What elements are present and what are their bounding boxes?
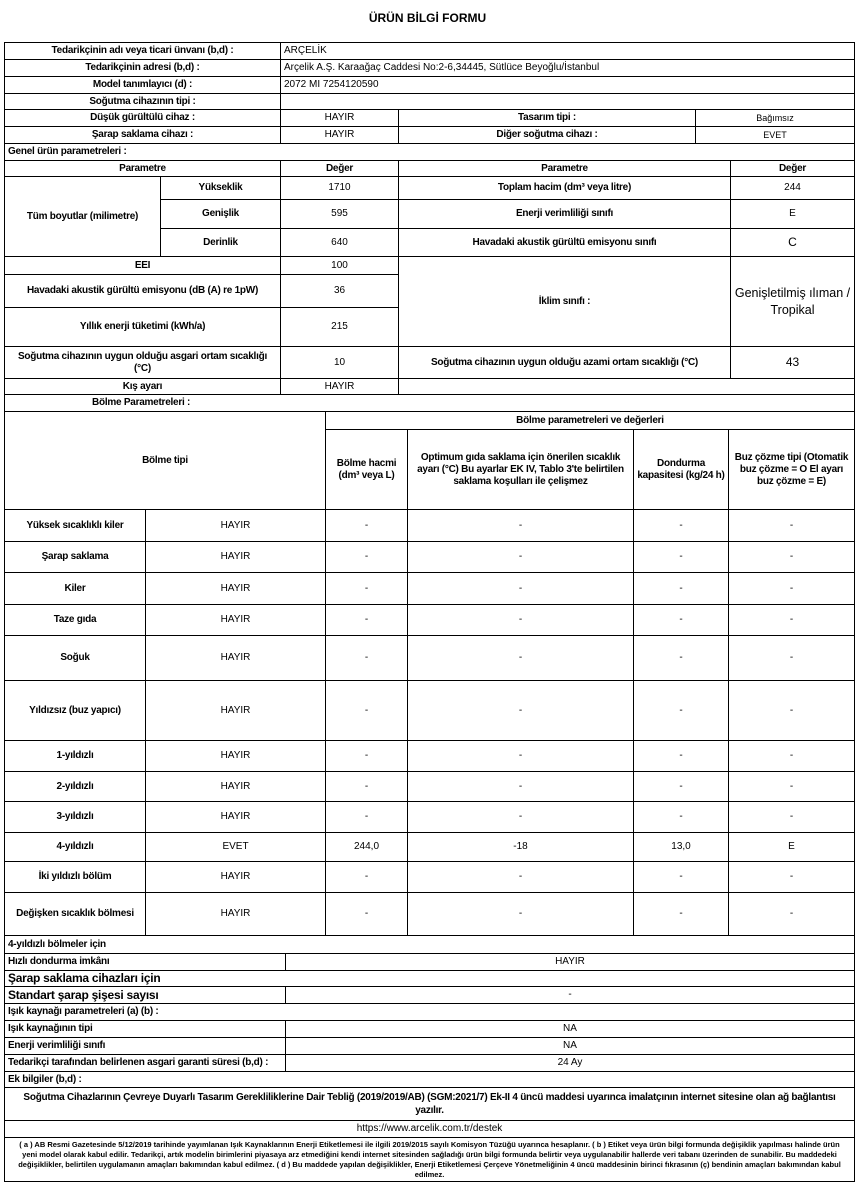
compartment-freezing-cell: - [633, 740, 729, 772]
annual-energy-label: Yıllık enerji tüketimi (kWh/a) [4, 307, 281, 347]
annual-energy-value: 215 [280, 307, 399, 347]
wine-bottles-label: Standart şarap şişesi sayısı [4, 986, 286, 1004]
compartment-present-cell: HAYIR [145, 604, 326, 636]
form-title: ÜRÜN BİLGİ FORMU [368, 11, 487, 25]
fast-freeze-value: HAYIR [285, 953, 855, 971]
compartment-temp-cell: - [407, 635, 634, 681]
compartment-volume-cell: - [325, 541, 408, 573]
compartment-present-cell: HAYIR [145, 509, 326, 542]
total-volume-label: Toplam hacim (dm³ veya litre) [398, 176, 731, 200]
empty-cell [398, 378, 855, 395]
model-identifier-value: 2072 MI 7254120590 [280, 76, 855, 94]
warranty-value: 24 Ay [285, 1054, 855, 1072]
parameter-header-right: Parametre [398, 160, 731, 177]
compartment-temp-cell: - [407, 541, 634, 573]
compartment-volume-cell: - [325, 892, 408, 936]
compartment-freezing-cell: - [633, 572, 729, 605]
compartment-freezing-cell: - [633, 771, 729, 802]
supplier-address-value: Arçelik A.Ş. Karaağaç Caddesi No:2-6,34445, Sütlüce Beyoğlu/İstanbul [280, 59, 855, 77]
compartment-defrost-cell: - [728, 635, 855, 681]
compartment-freezing-cell: - [633, 680, 729, 741]
fast-freeze-label: Hızlı dondurma imkânı [4, 953, 286, 971]
width-label: Genişlik [160, 199, 281, 229]
width-value: 595 [280, 199, 399, 229]
compartment-present-cell: HAYIR [145, 680, 326, 741]
model-identifier-label: Model tanımlayıcı (d) : [4, 76, 281, 94]
winter-setting-value: HAYIR [280, 378, 399, 395]
compartment-present-cell: HAYIR [145, 892, 326, 936]
winter-setting-label: Kış ayarı [4, 378, 281, 395]
compartment-name-cell: Soğuk [4, 635, 146, 681]
light-type-value: NA [285, 1020, 855, 1038]
compartment-present-cell: HAYIR [145, 740, 326, 772]
eei-value: 100 [280, 256, 399, 275]
compartment-name-cell: 2-yıldızlı [4, 771, 146, 802]
compartment-volume-cell: - [325, 680, 408, 741]
light-type-label: Işık kaynağının tipi [4, 1020, 286, 1038]
compartment-present-cell: HAYIR [145, 801, 326, 833]
compartment-freezing-header: Dondurma kapasitesi (kg/24 h) [633, 429, 729, 510]
compartment-freezing-cell: - [633, 801, 729, 833]
compartment-volume-cell: - [325, 740, 408, 772]
noise-emission-label: Havadaki akustik gürültü emisyonu (dB (A) re 1pW) [4, 274, 281, 308]
compartment-volume-cell: - [325, 635, 408, 681]
compartment-volume-cell: - [325, 771, 408, 802]
compartment-present-cell: HAYIR [145, 635, 326, 681]
compartment-defrost-cell: - [728, 509, 855, 542]
compartment-name-cell: Taze gıda [4, 604, 146, 636]
climate-class-value: Genişletilmiş ılıman / Tropikal [730, 256, 855, 347]
depth-value: 640 [280, 228, 399, 257]
compartment-present-cell: HAYIR [145, 861, 326, 893]
compartment-type-header: Bölme tipi [4, 411, 326, 510]
compartment-params-header: Bölme parametreleri ve değerleri [325, 411, 855, 430]
compartment-name-cell: Değişken sıcaklık bölmesi [4, 892, 146, 936]
compartment-freezing-cell: - [633, 509, 729, 542]
compartment-defrost-header: Buz çözme tipi (Otomatik buz çözme = O El ayarı buz çözme = E) [728, 429, 855, 510]
compartment-temp-cell: - [407, 572, 634, 605]
general-section-title: Genel ürün parametreleri : [4, 143, 855, 161]
low-noise-label: Düşük gürültülü cihaz : [4, 109, 281, 127]
compartment-temp-cell: - [407, 771, 634, 802]
footnote: ( a ) AB Resmi Gazetesinde 5/12/2019 tarihinde yayımlanan Işık Kaynaklarının Enerji Etiketlemesi ile ilgili 2019/2015 sayılı Komisyon Tüzüğü uyarınca hesaplanır. ( b ) Etiket veya ürün bilgi formunda değişiklik yapılması halinde ürün yeni model olarak kabul edilir. Tedarikçi, artık modelin birimlerini piyasaya arz etmediğini kendi internet sitesinden sağladığı ürün bilgi formunda belirtir veya uygulanabilir hallerde veri tabanı üzerinden de sunabilir. Bu maddedeki değişiklikler, belirtilen uygulamanın amaçları bakımından kabul edilmez. ( d ) Bu maddede yapılan değişiklikler, Enerji Etiketlemesi Çerçeve Yönetmeliğinin 4 üncü maddesinin birinci fıkrasının (ç) bendinin amaçları bakımından kabul edilmez. [4, 1137, 855, 1182]
support-url: https://www.arcelik.com.tr/destek [4, 1120, 855, 1138]
compartment-defrost-cell: E [728, 832, 855, 862]
compartment-freezing-cell: 13,0 [633, 832, 729, 862]
noise-emission-value: 36 [280, 274, 399, 308]
value-header-left: Değer [280, 160, 399, 177]
compartment-defrost-cell: - [728, 604, 855, 636]
compartment-name-cell: 1-yıldızlı [4, 740, 146, 772]
wine-bottles-value: - [285, 986, 855, 1004]
compartment-temp-cell: - [407, 604, 634, 636]
compartment-temp-header: Optimum gıda saklama için önerilen sıcaklık ayarı (°C) Bu ayarlar EK IV, Tablo 3'te belirtilen saklama koşulları ile çelişmez [407, 429, 634, 510]
min-ambient-temp-label: Soğutma cihazının uygun olduğu asgari ortam sıcaklığı (°C) [4, 346, 281, 379]
compartment-temp-cell: - [407, 861, 634, 893]
compartment-present-cell: HAYIR [145, 572, 326, 605]
design-type-value: Bağımsız [695, 109, 855, 127]
warranty-label: Tedarikçi tarafından belirlenen asgari garanti süresi (b,d) : [4, 1054, 286, 1072]
compartment-freezing-cell: - [633, 635, 729, 681]
compartment-defrost-cell: - [728, 740, 855, 772]
compartment-defrost-cell: - [728, 771, 855, 802]
compartment-volume-cell: 244,0 [325, 832, 408, 862]
compartment-name-cell: Yıldızsız (buz yapıcı) [4, 680, 146, 741]
extra-info-note: Soğutma Cihazlarının Çevreye Duyarlı Tasarım Gerekliliklerine Dair Tebliğ (2019/2019/AB) (SGM:2021/7) Ek-II 4 üncü maddesi uyarınca imalatçının internet sitesine olan ağ bağlantısı yazılır. [4, 1087, 855, 1121]
min-ambient-temp-value: 10 [280, 346, 399, 379]
compartment-freezing-cell: - [633, 604, 729, 636]
compartment-volume-header: Bölme hacmi (dm³ veya L) [325, 429, 408, 510]
light-class-label: Enerji verimliliği sınıfı [4, 1037, 286, 1055]
four-star-section-title: 4-yıldızlı bölmeler için [4, 935, 855, 954]
compartment-defrost-cell: - [728, 541, 855, 573]
compartment-present-cell: EVET [145, 832, 326, 862]
extra-info-title: Ek bilgiler (b,d) : [4, 1071, 855, 1088]
compartment-volume-cell: - [325, 861, 408, 893]
compartment-temp-cell: -18 [407, 832, 634, 862]
supplier-address-label: Tedarikçinin adresi (b,d) : [4, 59, 281, 77]
wine-appliance-label: Şarap saklama cihazı : [4, 126, 281, 144]
compartment-freezing-cell: - [633, 892, 729, 936]
design-type-label: Tasarım tipi : [398, 109, 696, 127]
light-class-value: NA [285, 1037, 855, 1055]
appliance-type-value [280, 93, 855, 110]
parameter-header-left: Parametre [4, 160, 281, 177]
compartment-freezing-cell: - [633, 861, 729, 893]
other-appliance-label: Diğer soğutma cihazı : [398, 126, 696, 144]
compartment-temp-cell: - [407, 509, 634, 542]
max-ambient-temp-label: Soğutma cihazının uygun olduğu azami ortam sıcaklığı (°C) [398, 346, 731, 379]
compartment-volume-cell: - [325, 604, 408, 636]
compartment-name-cell: Yüksek sıcaklıklı kiler [4, 509, 146, 542]
compartment-volume-cell: - [325, 801, 408, 833]
compartment-volume-cell: - [325, 572, 408, 605]
compartment-name-cell: 4-yıldızlı [4, 832, 146, 862]
compartment-name-cell: Şarap saklama [4, 541, 146, 573]
low-noise-value: HAYIR [280, 109, 399, 127]
height-value: 1710 [280, 176, 399, 200]
height-label: Yükseklik [160, 176, 281, 200]
compartment-temp-cell: - [407, 892, 634, 936]
eei-label: EEI [4, 256, 281, 275]
max-ambient-temp-value: 43 [730, 346, 855, 379]
compartment-name-cell: 3-yıldızlı [4, 801, 146, 833]
compartment-defrost-cell: - [728, 680, 855, 741]
compartment-name-cell: İki yıldızlı bölüm [4, 861, 146, 893]
compartment-defrost-cell: - [728, 801, 855, 833]
depth-label: Derinlik [160, 228, 281, 257]
wine-section-title: Şarap saklama cihazları için [4, 970, 855, 987]
noise-class-label: Havadaki akustik gürültü emisyonu sınıfı [398, 228, 731, 257]
compartment-section-title: Bölme Parametreleri : [4, 394, 855, 412]
other-appliance-value: EVET [695, 126, 855, 144]
compartment-present-cell: HAYIR [145, 541, 326, 573]
compartment-temp-cell: - [407, 680, 634, 741]
dimensions-label: Tüm boyutlar (milimetre) [4, 176, 161, 257]
compartment-defrost-cell: - [728, 861, 855, 893]
light-section-title: Işık kaynağı parametreleri (a) (b) : [4, 1003, 855, 1021]
energy-class-value: E [730, 199, 855, 229]
wine-appliance-value: HAYIR [280, 126, 399, 144]
climate-class-label: İklim sınıfı : [398, 256, 731, 347]
appliance-type-label: Soğutma cihazının tipi : [4, 93, 281, 110]
compartment-temp-cell: - [407, 801, 634, 833]
total-volume-value: 244 [730, 176, 855, 200]
supplier-name-value: ARÇELİK [280, 42, 855, 60]
compartment-name-cell: Kiler [4, 572, 146, 605]
compartment-defrost-cell: - [728, 572, 855, 605]
compartment-freezing-cell: - [633, 541, 729, 573]
compartment-temp-cell: - [407, 740, 634, 772]
compartment-defrost-cell: - [728, 892, 855, 936]
value-header-right: Değer [730, 160, 855, 177]
compartment-present-cell: HAYIR [145, 771, 326, 802]
energy-class-label: Enerji verimliliği sınıfı [398, 199, 731, 229]
compartment-volume-cell: - [325, 509, 408, 542]
noise-class-value: C [730, 228, 855, 257]
supplier-name-label: Tedarikçinin adı veya ticari ünvanı (b,d) : [4, 42, 281, 60]
